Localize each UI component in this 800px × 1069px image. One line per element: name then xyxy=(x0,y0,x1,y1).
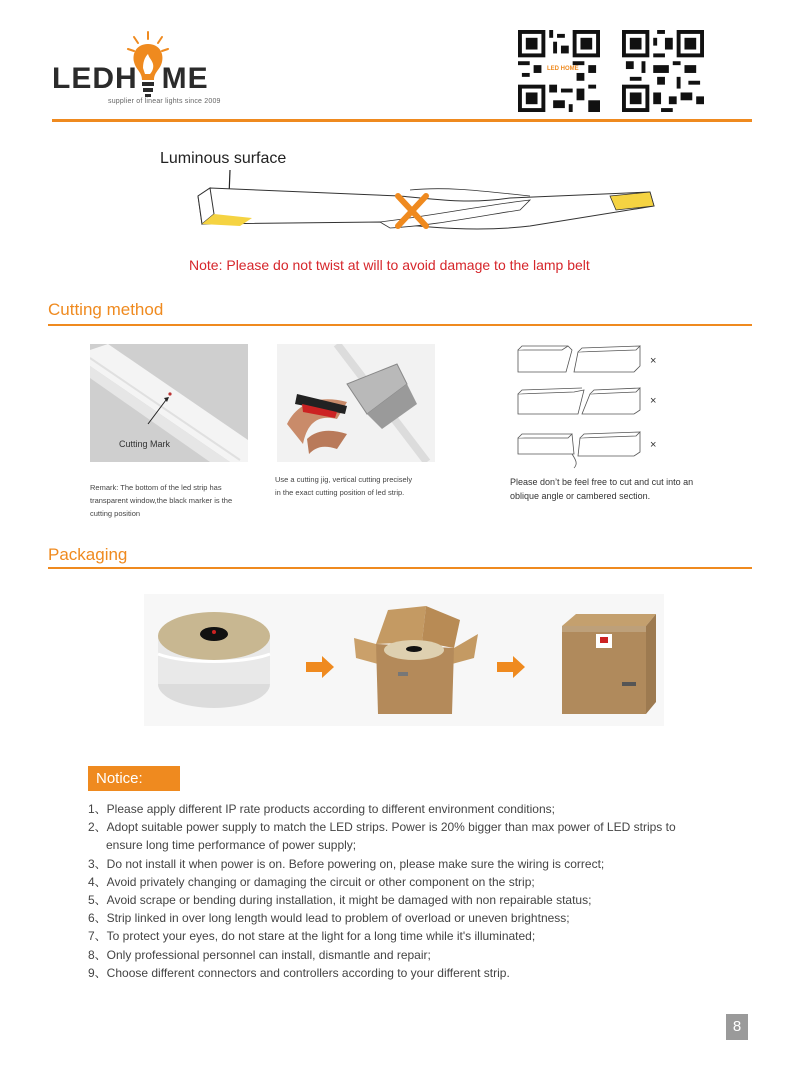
logo-tagline: supplier of linear lights since 2009 xyxy=(108,98,221,105)
sealed-box-photo xyxy=(562,610,656,716)
notice-item: 8、Only professional personnel can install, dismantle and repair; xyxy=(88,947,431,962)
twist-warning-note: Note: Please do not twist at will to avoid damage to the lamp belt xyxy=(189,257,590,273)
wrong-mark-1: × xyxy=(650,355,657,367)
logo-led: LED xyxy=(52,62,115,95)
header-divider xyxy=(52,119,752,122)
wrong-mark-2: × xyxy=(650,395,657,407)
page-number: 8 xyxy=(726,1014,748,1040)
cutting-section-divider xyxy=(48,324,752,326)
twisted-strip-diagram xyxy=(180,166,660,240)
notice-item: 5、Avoid scrape or bending during installation, it might be damaged with non repairable status; xyxy=(88,893,592,908)
bulb-hand-logo-icon xyxy=(126,30,170,100)
packaging-section-divider xyxy=(48,567,752,569)
wrong-cut-caption: Please don’t be feel free to cut and cut into an oblique angle or cambered section. xyxy=(510,477,694,501)
open-box-photo xyxy=(348,604,484,716)
cutting-method-title: Cutting method xyxy=(48,300,164,319)
cutting-jig-photo xyxy=(277,344,435,462)
arrow-right-icon xyxy=(306,656,334,678)
notice-item: 3、Do not install it when power is on. Before powering on, please make sure the wiring is correct; xyxy=(88,856,605,871)
notice-item: 7、To protect your eyes, do not stare at the light for a long time while it's illuminated; xyxy=(88,929,536,944)
notice-item: 4、Avoid privately changing or damaging the circuit or other component on the strip; xyxy=(88,874,535,889)
cutting-mark-label: Cutting Mark xyxy=(119,439,171,449)
jig-caption: Use a cutting jig, vertical cutting precisely in the exact cutting position of led strip. xyxy=(275,475,413,497)
remark-caption: Remark: The bottom of the led strip has transparent window,the black marker is the cutting position xyxy=(90,483,233,518)
reel-photo xyxy=(154,604,274,714)
notice-item: 6、Strip linked in over long length would lead to problem of overload or uneven brightness; xyxy=(88,911,570,926)
notice-item: 2、Adopt suitable power supply to match the LED strips. Power is 20% bigger than max power of LED strips to xyxy=(88,820,676,835)
notice-item: ensure long time performance of power supply; xyxy=(106,838,357,853)
notice-item: 1、Please apply different IP rate products according to different environment conditions; xyxy=(88,802,555,816)
logo-me: ME xyxy=(161,62,209,95)
notice-title-box: Notice: xyxy=(88,766,180,791)
notice-list xyxy=(88,800,728,982)
packaging-title: Packaging xyxy=(48,545,128,564)
wrong-cut-diagram xyxy=(512,342,662,472)
qr-code-icon[interactable] xyxy=(622,30,704,112)
logo-h: H xyxy=(115,62,138,95)
notice-item: 9、Choose different connectors and controllers according to your different strip. xyxy=(88,965,510,980)
luminous-surface-label: Luminous surface xyxy=(160,150,287,167)
arrow-right-icon xyxy=(497,656,525,678)
qr-center-logo: LED HOME xyxy=(547,66,579,72)
wrong-mark-3: × xyxy=(650,439,657,451)
